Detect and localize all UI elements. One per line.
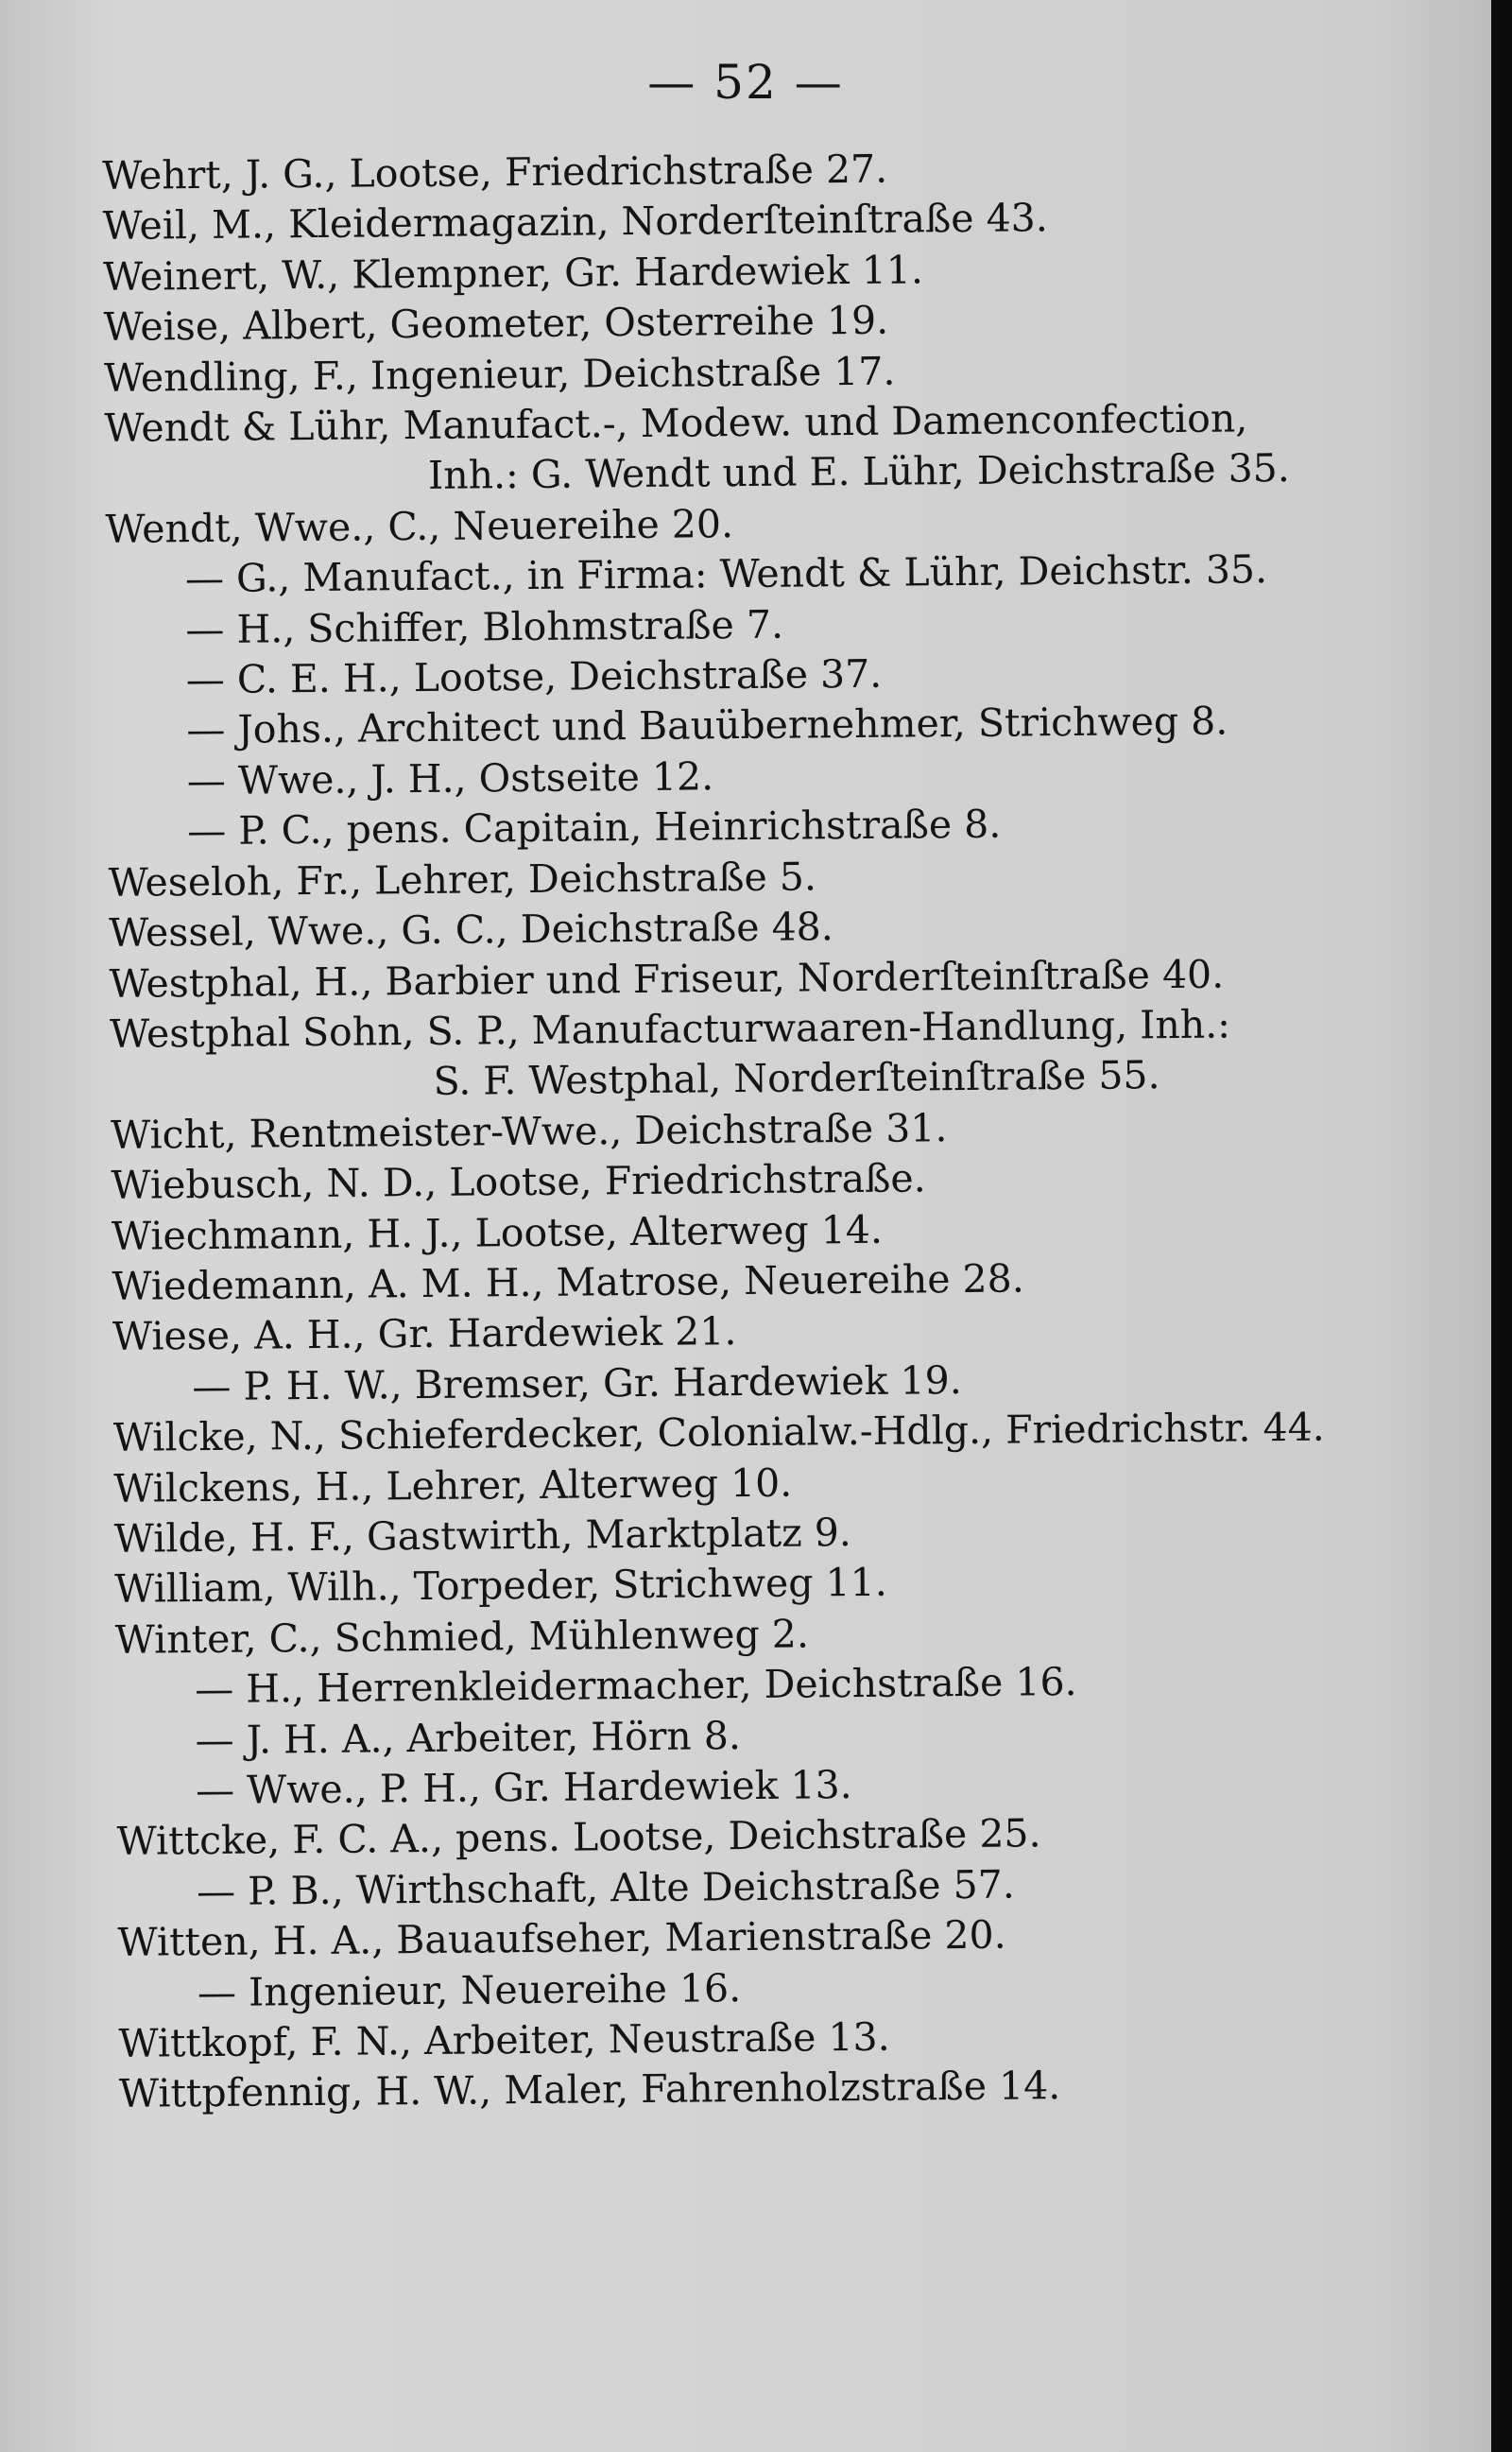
directory-sub-entry: — Wwe., J. H., Ostseite 12. [186, 753, 714, 804]
directory-entry: Wittkopf, F. N., Arbeiter, Neustraße 13. [118, 2013, 890, 2066]
directory-entry: Westphal, H., Barbier und Friseur, Norderſteinſtraße 40. [109, 951, 1225, 1007]
directory-sub-entry: — C. E. H., Lootse, Deichstraße 37. [185, 650, 883, 703]
directory-sub-entry: — H., Schiffer, Blohmstraße 7. [185, 601, 784, 652]
directory-entry: Wilde, H. F., Gastwirth, Marktplatz 9. [113, 1510, 852, 1562]
directory-entry: Weinert, W., Klempner, Gr. Hardewiek 11. [102, 247, 924, 300]
directory-entry-continuation: Inh.: G. Wendt und E. Lühr, Deichstraße 35. [427, 445, 1290, 499]
directory-entry: Wendt, Wwe., C., Neuereihe 20. [105, 500, 734, 552]
directory-entry: Wiebusch, N. D., Lootse, Friedrichstraße. [111, 1155, 926, 1209]
directory-entry: Wiechmann, H. J., Lootse, Alterweg 14. [111, 1206, 884, 1259]
directory-entry: Westphal Sohn, S. P., Manufacturwaaren-Handlung, Inh.: [109, 1001, 1231, 1057]
directory-entry-list [94, 140, 1453, 2120]
directory-entry: Wittcke, F. C. A., pens. Lootse, Deichstraße 25. [116, 1810, 1041, 1865]
directory-entry: Weseloh, Fr., Lehrer, Deichstraße 5. [108, 854, 817, 906]
directory-entry: Wilcke, N., Schieferdecker, Colonialw.-Hdlg., Friedrichstr. 44. [112, 1404, 1325, 1461]
directory-sub-entry: — P. H. W., Bremser, Gr. Hardewiek 19. [192, 1356, 962, 1409]
directory-entry: Wittpfennig, H. W., Maler, Fahrenholzstraße 14. [118, 2063, 1061, 2117]
directory-entry: Wessel, Wwe., G. C., Deichstraße 48. [109, 904, 834, 956]
directory-sub-entry: — P. C., pens. Capitain, Heinrichstraße 8. [187, 801, 1002, 855]
directory-entry: Wendt & Lühr, Manufact.-, Modew. und Damenconfection, [104, 395, 1248, 451]
directory-sub-entry: — Johs., Architect und Bauübernehmer, Strichweg 8. [186, 699, 1228, 753]
directory-sub-entry: — H., Herrenkleidermacher, Deichstraße 16. [194, 1659, 1077, 1713]
directory-entry: Wehrt, J. G., Lootse, Friedrichstraße 27. [102, 146, 888, 199]
directory-entry-continuation: S. F. Westphal, Norderſteinſtraße 55. [433, 1052, 1160, 1105]
directory-entry: Winter, C., Schmied, Mühlenweg 2. [114, 1611, 810, 1663]
directory-entry: Weise, Albert, Geometer, Osterreihe 19. [103, 297, 889, 351]
directory-entry: Wilckens, H., Lehrer, Alterweg 10. [113, 1459, 793, 1511]
directory-sub-entry: — J. H. A., Arbeiter, Hörn 8. [195, 1712, 742, 1763]
directory-entry: Wiedemann, A. M. H., Matrose, Neuereihe 28. [112, 1255, 1024, 1309]
directory-entry: William, Wilh., Torpeder, Strichweg 11. [114, 1560, 887, 1613]
directory-sub-entry: — P. B., Wirthschaft, Alte Deichstraße 57. [196, 1861, 1015, 1914]
directory-entry: Weil, M., Kleidermagazin, Norderſteinſtraße 43. [102, 195, 1049, 250]
directory-sub-entry: — Wwe., P. H., Gr. Hardewiek 13. [195, 1762, 852, 1814]
directory-entry: Wiese, A. H., Gr. Hardewiek 21. [112, 1308, 737, 1360]
directory-sub-entry: — Ingenieur, Neuereihe 16. [197, 1964, 742, 2015]
page-number: — 52 — [647, 55, 844, 110]
directory-entry: Wicht, Rentmeister-Wwe., Deichstraße 31. [110, 1104, 948, 1158]
directory-entry: Witten, H. A., Bauaufseher, Marienstraße 20. [117, 1911, 1006, 1966]
directory-entry: Wendling, F., Ingenieur, Deichstraße 17. [103, 348, 896, 401]
directory-sub-entry: — G., Manufact., in Firma: Wendt & Lühr, Deichstr. 35. [184, 546, 1268, 602]
scan-edge [1491, 0, 1512, 2452]
